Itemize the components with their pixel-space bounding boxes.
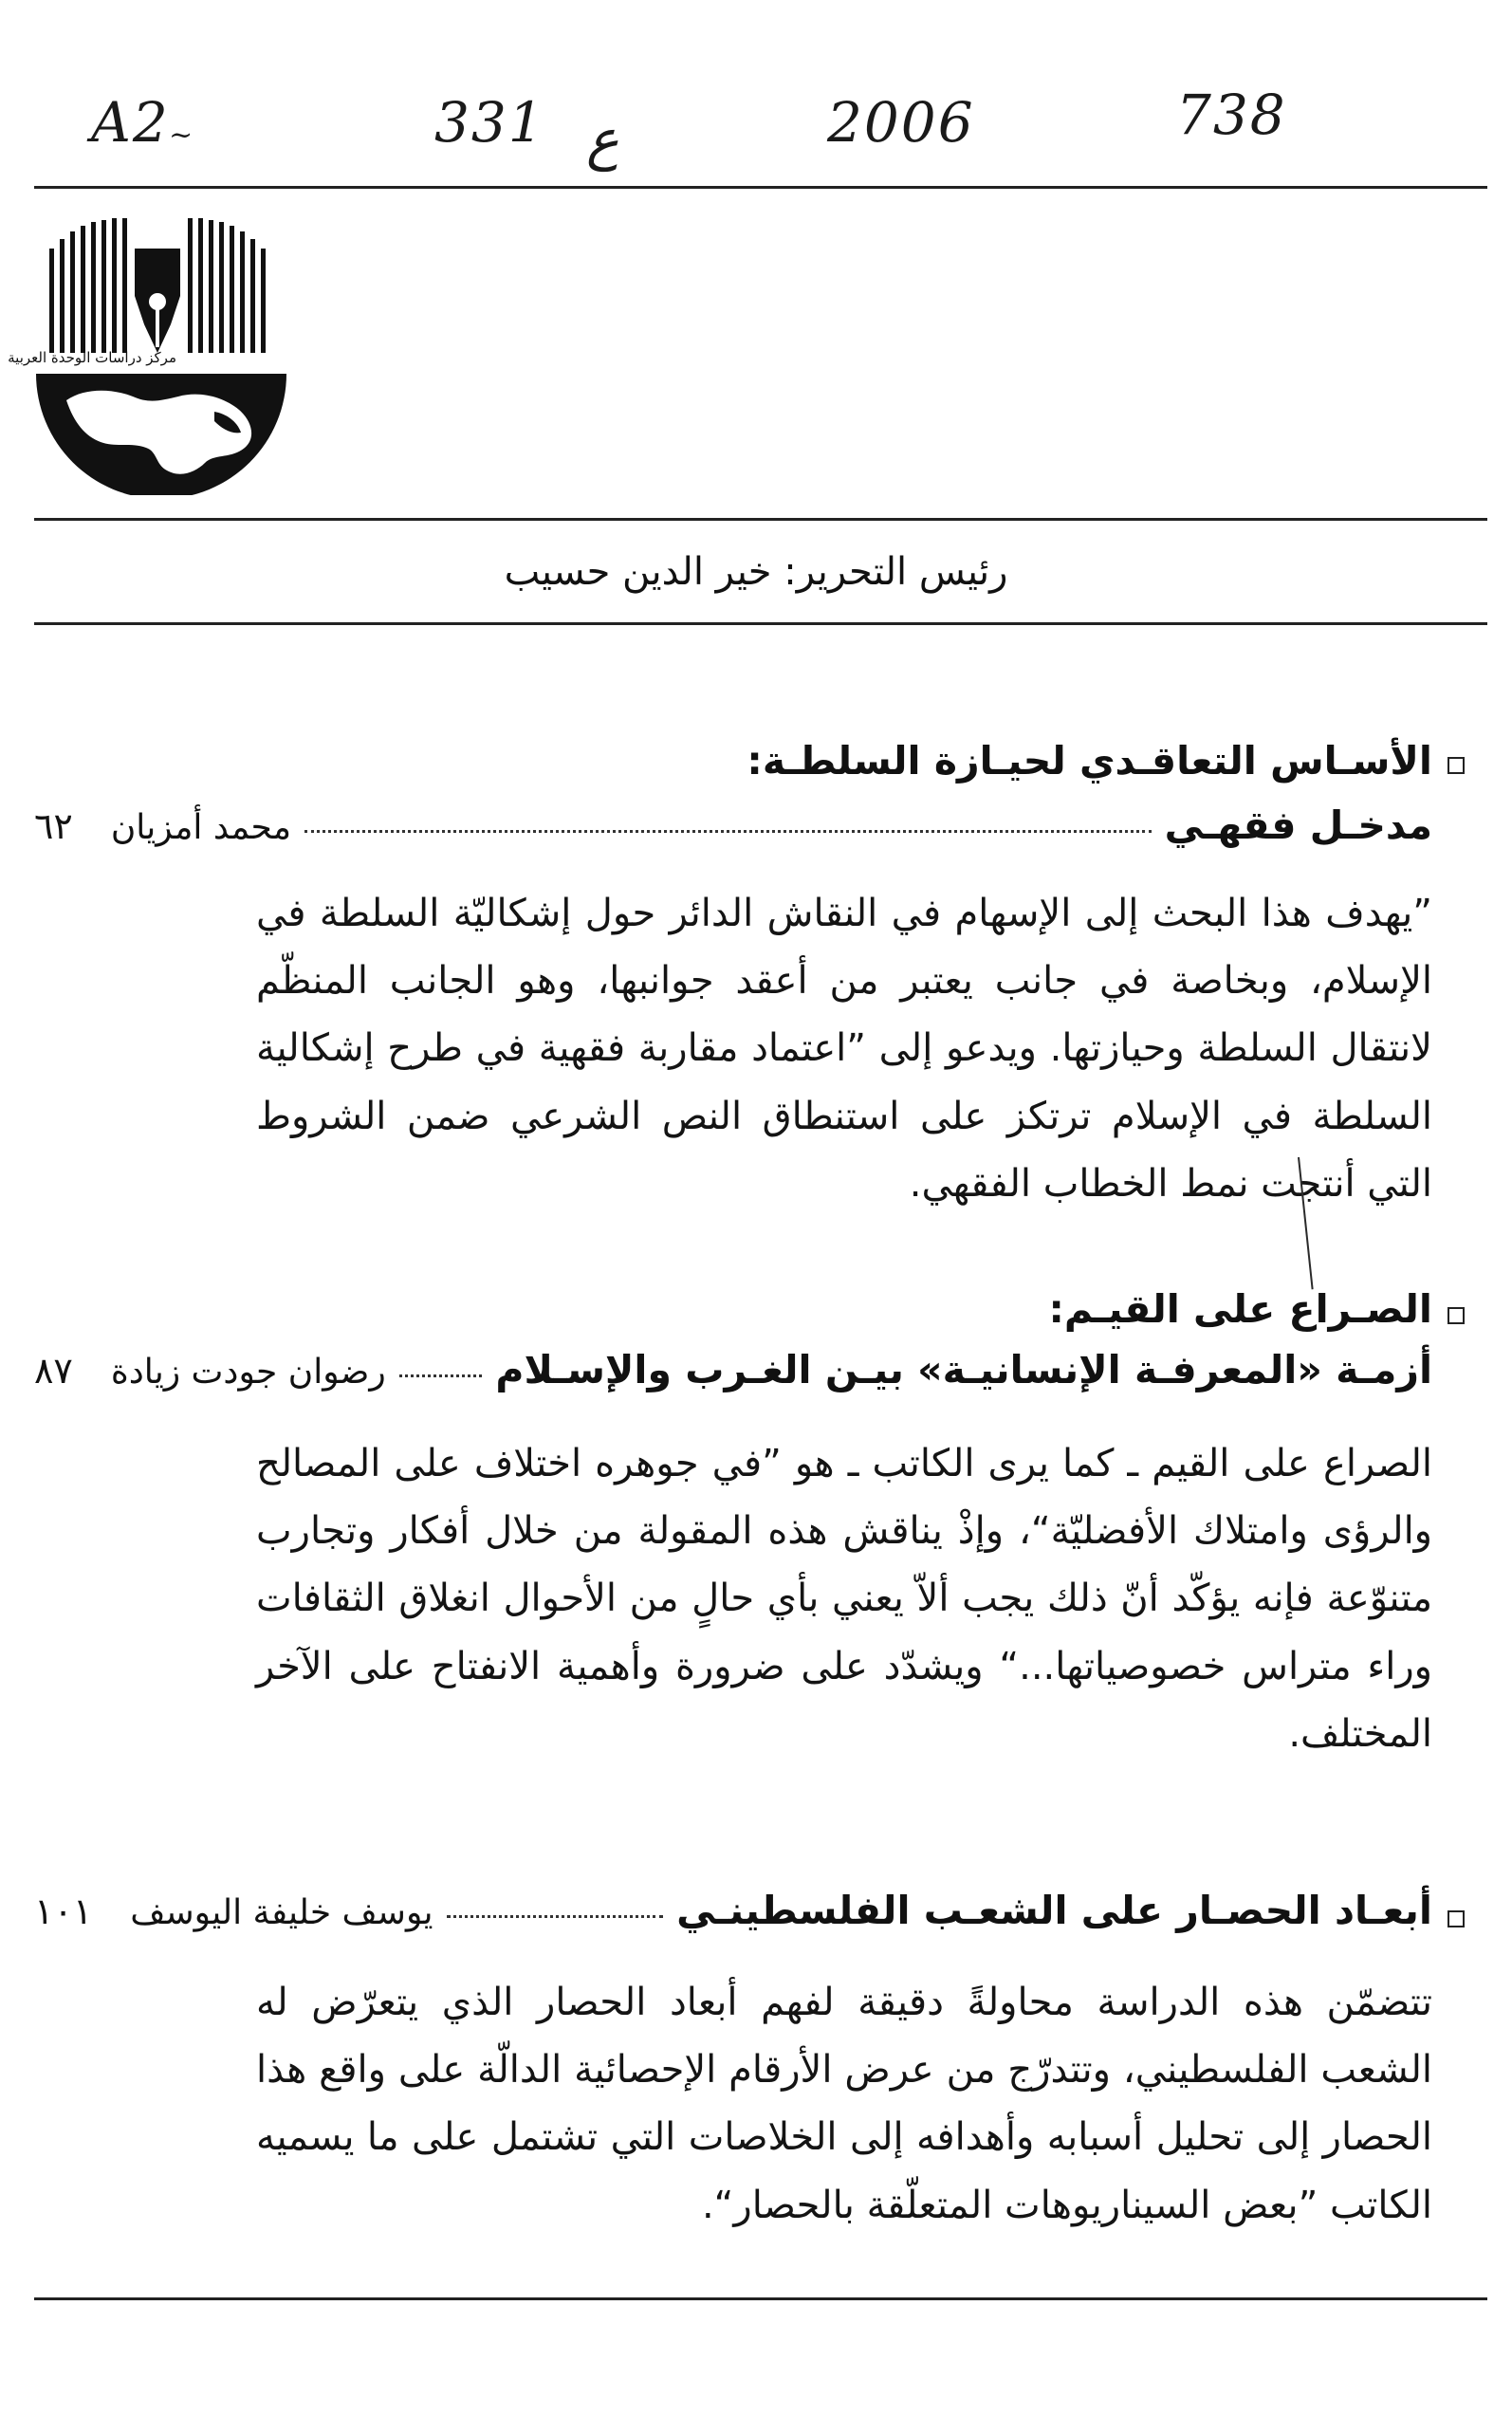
- article-abstract: ”يهدف هذا البحث إلى الإسهام في النقاش الدائر حول إشكاليّة السلطة في الإسلام، وبخاصة في جانب يعتبر من أعقد جوانبها، وهو الجانب المنظّم لانتقال السلطة وحيازتها. ويدعو إلى ”اعتماد مقاربة فقهية في طرح إشكالية السلطة في الإسلام ترتكز على استنطاق النص الشرعي ضمن الشروط التي أنتجت نمط الخطاب الفقهي.: [256, 892, 1432, 1206]
- article-title: الصـراع على القيـم:: [1048, 1286, 1432, 1332]
- toc-row: [34, 802, 1432, 859]
- article-page-number: ١٠١: [34, 1890, 93, 1932]
- article-author: يوسف خليفة اليوسف: [130, 1893, 433, 1932]
- handwritten-id: 738: [1176, 83, 1287, 147]
- article-title: الأسـاس التعاقـدي لحيـازة السلطـة:: [747, 738, 1432, 784]
- article-page-number: ٦٢: [34, 805, 73, 847]
- article-abstract: تتضمّن هذه الدراسة محاولةً دقيقة لفهم أبعاد الحصار الذي يتعرّض له الشعب الفلسطيني، وتتدرّج من عرض الأرقام الإحصائية الدالّة على واقع هذا الحصار إلى تحليل أسبابه وأهدافه إلى الخلاصات التي تشتمل على ما يسميه الكاتب ”بعض السيناريوهات المتعلّقة بالحصار“.: [256, 1981, 1432, 2227]
- article-checkbox: [1447, 757, 1465, 774]
- article-title: أبعـاد الحصـار على الشعـب الفلسطينـي: [676, 1888, 1432, 1933]
- editor-in-chief: رئيس التحرير: خير الدين حسيب: [504, 550, 1008, 594]
- footer-rule: [34, 2297, 1487, 2300]
- handwritten-letter: ع: [586, 107, 619, 172]
- publisher-name: مركز دراسات الوحدة العربية: [8, 349, 176, 366]
- handwritten-mark: ~: [169, 119, 195, 152]
- toc-row: [34, 1347, 1432, 1404]
- article-abstract: الصراع على القيم ـ كما يرى الكاتب ـ هو ”في جوهره اختلاف على المصالح والرؤى وامتلاك الأفضليّة“، وإذْ يناقش هذه المقولة من خلال أفكار وتجارب متنوّعة فإنه يؤكّد أنّ ذلك يجب ألاّ يعني بأي حالٍ من الأحوال انغلاق الثقافات وراء متراس خصوصياتها...“ ويشدّد على ضرورة وأهمية الانفتاح على الآخر المختلف.: [256, 1442, 1432, 1756]
- article-subtitle: أزمـة «المعرفـة الإنسانيـة» بيـن الغـرب والإسـلام: [495, 1347, 1432, 1392]
- article-author: رضوان جودت زيادة: [110, 1353, 386, 1392]
- leader-dots: [304, 830, 1152, 833]
- article-subtitle: مدخـل فقهـي: [1164, 802, 1432, 848]
- handwritten-number: 331: [434, 90, 545, 155]
- toc-row: [34, 1888, 1432, 1945]
- masthead-top-rule: [34, 518, 1487, 521]
- leader-dots: [399, 1374, 483, 1377]
- leader-dots: [447, 1915, 664, 1918]
- article-checkbox: [1447, 1910, 1465, 1927]
- article-page-number: ٨٧: [34, 1350, 73, 1392]
- article-author: محمد أمزيان: [110, 808, 292, 847]
- handwritten-code: A2: [91, 90, 170, 155]
- masthead-bottom-rule: [34, 622, 1487, 625]
- handwritten-year: 2006: [827, 90, 975, 155]
- article-checkbox: [1447, 1307, 1465, 1324]
- header-rule: [34, 186, 1487, 189]
